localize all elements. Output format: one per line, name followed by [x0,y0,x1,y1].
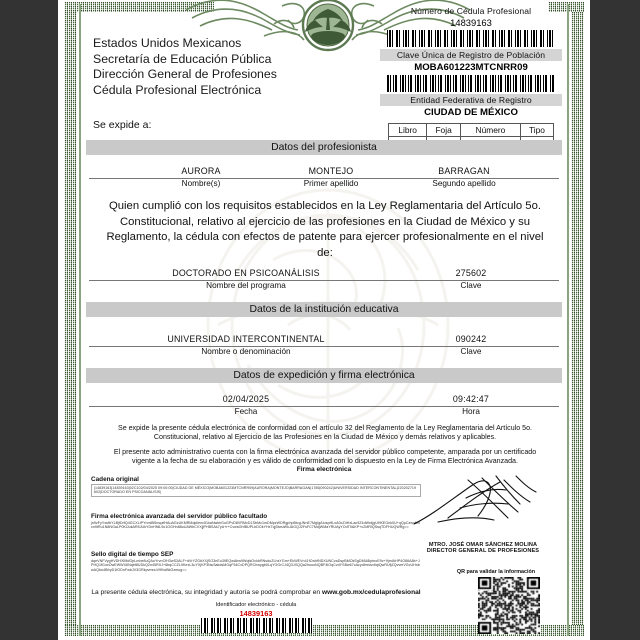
qr-code[interactable] [478,577,540,634]
field-hora-label: Hora [462,407,480,416]
document-content [86,0,562,640]
identificador-label: Identificador electrónico - cédula [215,602,297,608]
fineprint-paragraph-1: Se expide la presente cédula electrónica de conformidad con el artículo 32 del Reglamento de la Ley Reglamentaria del Artículo 5o. Constitucional, relativo al Ejercicio de las Profesiones en la Ciudad de México y demás relativos y aplicables. [117,424,533,442]
cedula-document-page [58,0,590,640]
border-inner-rule-right [567,4,569,636]
org-line-ministry: Secretaría de Educación Pública [93,51,272,66]
field-primer-apellido-label: Primer apellido [303,179,359,188]
officer-name: MTRO. JOSÉ OMAR SÁNCHEZ MOLINA [428,542,538,548]
field-institucion-value: UNIVERSIDAD INTERCONTINENTAL [167,334,325,344]
field-institucion-clave-label: Clave [460,347,482,356]
field-programa-clave-label: Clave [460,281,482,290]
col-header-foja: Foja [427,124,461,137]
cadena-original-body: |14839163|14839163|02C102/04/2025 09:00:00|CIUDAD DE MÉXICO|MOBA601223MTCNRR09|AURORA|MONTEJO|BARRAGAN|1786|090242|UNIVERSIDAD INTERCONTINENTAL|220202719602|DOCTORADO EN PSICOANÁLISIS| [91,484,421,497]
field-institucion-clave-value: 090242 [455,334,487,344]
firma-avanzada-title: Firma electrónica avanzada del servidor público facultado [91,513,268,520]
qr-label: QR para validar la información [456,569,536,575]
footer-barcode [201,618,313,633]
verification-note [86,589,426,596]
identifiers-block [380,6,562,150]
field-institucion-clave [396,334,546,356]
entidad-label: Entidad Federativa de Registro [380,94,562,106]
cadena-original-title: Cadena original [91,476,139,483]
org-line-nation: Estados Unidos Mexicanos [93,36,242,50]
name-field-row [86,166,562,196]
field-programa-clave-value: 275602 [455,268,487,278]
curp-value: MOBA601223MTCNRR09 [414,62,528,73]
firma-avanzada-body: jn9zFyYxsfbYLBjfDrfQ4GCXLiPYnmlBSmqzfHAuAGzUKMRMqkllenc51kaNwkhGuGPvD8VRMvD1SbMc1mDMpzWDRgphpBtcgJNnE7MgIgAIuspHLxA0cZ4HxLac9Z4dWrdjgUHKEGnk0U+qQpCzwv6mcn9tRu1N8NGaLP0KiJukAR5JUkYDnHNiL9c1GGHn88uUAWbCVXjjPHBSAk7yA+r+CvwsOhfBUPLbDOkYHx7qjStwuWkJAGQJ2FsFC7MdjWMaYRUAyYOdT0&KP+c2MRlQSsqTDFHUQWRg== [91,521,420,530]
field-fecha-value: 02/04/2025 [222,394,270,404]
sello-digital-section [91,551,421,572]
expedicion-field-row [86,394,562,424]
issuing-authority-block [93,36,353,98]
sello-digital-body: dqeVNFVygHVDHXlMdOpLmbe8uQAuYrvnCfH3wS3ALF+dVrYZGbXXjSO3nEu39EQwAbw9WqtkOvkbRNsduZLhsYGm+EkWEVn41fCwhfNDXUNCvaDspBMOkSgDMU8lptnoE9z+9jmlAHP4O86A8b+JPHQ1fGuxOwEWWX6Nqbf8UDkQ2n45RXJ+6bqCCZL9KexL3uYXjKP3Nw3akdsMGqF54CxDPQRChwygb0LqYOGrCJ4Q3JXQQa2huuoNQBF4lOqCvdYSBw67cAcydlmtuvdIqtQwRUfjZQvvmVGcUHnbwAQbu4BfryD1fGDnFwbJV3GRkpvmnuV9KwBkGzmug== [91,559,420,572]
field-fecha [116,394,376,416]
programa-field-row [86,268,562,298]
org-line-department: Dirección General de Profesiones [93,67,277,81]
field-programa [116,268,376,290]
sello-digital-title: Sello digital de tiempo SEP [91,551,174,558]
col-header-libro: Libro [389,124,427,137]
field-hora-value: 09:42:47 [452,394,490,404]
verification-note-text: La presente cédula electrónica, su integridad y autoría se podrá comprobar en [91,589,322,596]
field-institucion-label: Nombre o denominación [201,347,291,356]
cedula-number-value: 14839163 [450,17,492,28]
institucion-field-row [86,334,562,364]
identificador-value: 14839163 [239,609,273,618]
field-primer-apellido-value: MONTEJO [308,166,354,176]
field-nombres-label: Nombre(s) [181,179,221,188]
cedula-number-label: Número de Cédula Profesional [410,6,532,16]
section-header-institucion: Datos de la institución educativa [86,302,562,317]
field-programa-label: Nombre del programa [206,281,286,290]
firma-electronica-title: Firma electrónica [296,466,352,473]
field-segundo-apellido-label: Segundo apellido [432,179,496,188]
field-segundo-apellido [374,166,554,188]
field-institucion [116,334,376,356]
org-line-doctype: Cédula Profesional Electrónica [93,82,262,97]
curp-label: Clave Única de Registro de Población [380,49,562,61]
entidad-value: CIUDAD DE MÉXICO [424,107,518,118]
section-header-expedicion: Datos de expedición y firma electrónica [86,368,562,383]
field-nombres-value: AURORA [181,166,221,176]
fineprint-paragraph-2: El presente acto administrativo cuenta con la firma electrónica avanzada del servidor público competente, amparada por un certificado vigente a la fecha de su elaboración y es válido de conformidad con lo dispuesto en la Ley de Firma Electrónica Avanzada. [113,448,537,466]
legal-statement-paragraph: Quien cumplió con los requisitos establecidos en la Ley Reglamentaria del Artículo 5o. Constitucional, relativo al ejercicio de las profesiones en la Ciudad de México y su Reglamento, la cédula con efectos de patente para ejercer profesionalmente en el nivel de: [106,200,544,259]
field-programa-clave [396,268,546,290]
field-hora [396,394,546,416]
cedula-barcode [387,30,555,47]
verification-url: www.gob.mx/cedulaprofesional [321,589,421,596]
officer-title: DIRECTOR GENERAL DE PROFESIONES [426,548,540,554]
ornamental-border-right [571,4,584,636]
issued-to-label: Se expide a: [93,119,152,131]
field-segundo-apellido-value: BARRAGAN [438,166,490,176]
col-header-tipo: Tipo [520,124,553,137]
handwritten-signature-icon [408,474,558,536]
col-header-numero: Número [460,124,520,137]
table-header-row [389,124,554,137]
ornamental-border-left [64,4,77,636]
section-header-profesionista: Datos del profesionista [86,140,562,155]
field-programa-value: DOCTORADO EN PSICOANÁLISIS [172,268,320,278]
field-fecha-label: Fecha [234,407,258,416]
officer-signature-area [408,474,558,554]
firma-avanzada-section [91,513,421,530]
border-inner-rule-left [79,4,81,636]
cadena-original-section [91,476,421,497]
curp-barcode [387,75,555,92]
